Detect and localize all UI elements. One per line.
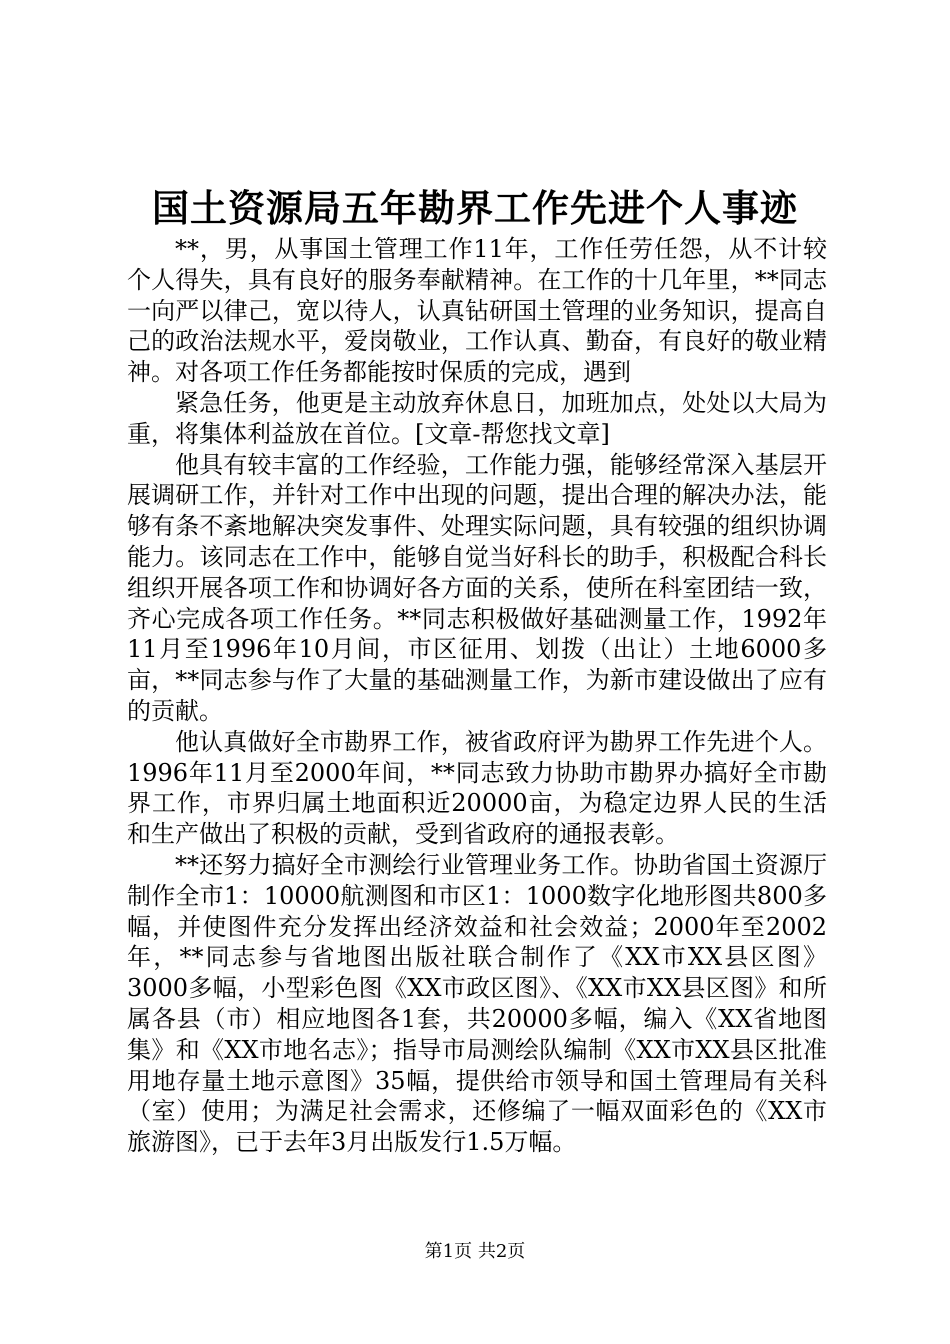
paragraph-1: **，男，从事国土管理工作11年，工作任劳任怨，从不计较个人得失，具有良好的服务奉献精神。在工作的十几年里，**同志一向严以律己，宽以待人，认真钻研国土管理的业务知识，提高自己的政治法规水平，爱岗敬业，工作认真、勤奋，有良好的敬业精神。对各项工作任务都能按时保质的完成，遇到 bbox=[127, 235, 827, 387]
document-title: 国土资源局五年勘界工作先进个人事迹 bbox=[152, 186, 798, 230]
paragraph-2: 紧急任务，他更是主动放弃休息日，加班加点，处处以大局为重，将集体利益放在首位。[文章-帮您找文章] bbox=[127, 388, 827, 448]
document-body bbox=[127, 234, 827, 1158]
page-number-footer: 第1页 共2页 bbox=[424, 1241, 526, 1262]
paragraph-3: 他具有较丰富的工作经验，工作能力强，能够经常深入基层开展调研工作，并针对工作中出现的问题，提出合理的解决办法，能够有条不紊地解决突发事件、处理实际问题，具有较强的组织协调能力。该同志在工作中，能够自觉当好科长的助手，积极配合科长组织开展各项工作和协调好各方面的关系，使所在科室团结一致，齐心完成各项工作任务。**同志积极做好基础测量工作，1992年11月至1996年10月间，市区征用、划拨（出让）土地6000多亩，**同志参与作了大量的基础测量工作，为新市建设做出了应有的贡献。 bbox=[127, 450, 827, 725]
paragraph-4: 他认真做好全市勘界工作，被省政府评为勘界工作先进个人。1996年11月至2000年间，**同志致力协助市勘界办搞好全市勘界工作，市界归属土地面积近20000亩，为稳定边界人民的生活和生产做出了积极的贡献，受到省政府的通报表彰。 bbox=[127, 727, 827, 849]
paragraph-5: **还努力搞好全市测绘行业管理业务工作。协助省国土资源厅制作全市1：10000航测图和市区1：1000数字化地形图共800多幅，并使图件充分发挥出经济效益和社会效益；2000年至2002年，**同志参与省地图出版社联合制作了《XX市XX县区图》3000多幅，小型彩色图《XX市政区图》、《XX市XX县区图》和所属各县（市）相应地图各1套，共20000多幅，编入《XX省地图集》和《XX市地名志》；指导市局测绘队编制《XX市XX县区批准用地存量土地示意图》35幅，提供给市领导和国土管理局有关科（室）使用；为满足社会需求，还修编了一幅双面彩色的《XX市旅游图》，已于去年3月出版发行1.5万幅。 bbox=[127, 850, 827, 1157]
